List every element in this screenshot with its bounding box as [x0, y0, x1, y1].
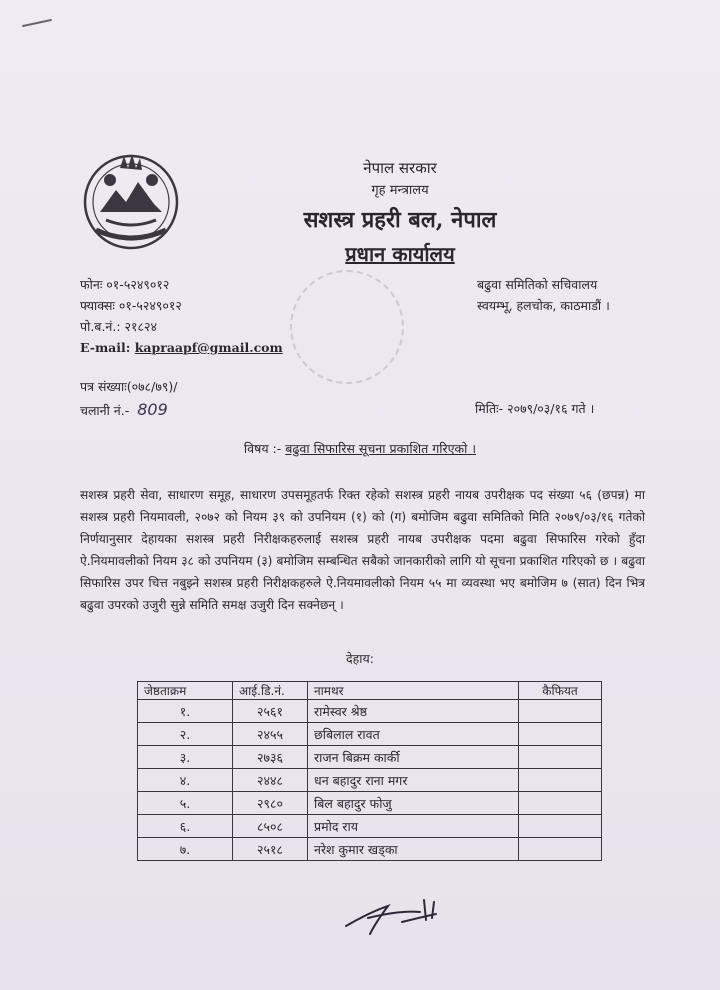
row-id: ८५०८: [233, 815, 308, 838]
table-row: [138, 769, 602, 792]
attached-label: देहाय:: [346, 651, 374, 666]
row-id: २५६१: [233, 700, 308, 723]
row-name: प्रमोद राय: [308, 815, 519, 838]
secretariat-address: स्वयम्भू, हलचोक, काठमाडौं ।: [477, 298, 610, 313]
pen-mark: [22, 19, 52, 27]
table-row: [138, 700, 602, 723]
email-label: E-mail:: [80, 340, 131, 355]
row-seniority: ७.: [138, 838, 233, 861]
office-name: प्रधान कार्यालय: [345, 242, 455, 266]
promotion-table: [137, 681, 602, 861]
row-remarks: [519, 815, 602, 838]
table-row: [138, 792, 602, 815]
table-header-row: [138, 682, 602, 700]
email-line: [80, 340, 283, 355]
header-name: नामथर: [308, 682, 519, 700]
row-seniority: २.: [138, 723, 233, 746]
row-remarks: [519, 769, 602, 792]
row-id: २५१८: [233, 838, 308, 861]
row-seniority: १.: [138, 700, 233, 723]
header-seniority: जेष्ठताक्रम: [138, 682, 233, 700]
table-row: [138, 815, 602, 838]
row-name: नरेश कुमार खड्का: [308, 838, 519, 861]
header-id: आई.डि.नं.: [233, 682, 308, 700]
ministry-name: गृह मन्त्रालय: [371, 183, 429, 198]
row-name: छबिलाल रावत: [308, 723, 519, 746]
subject-prefix: विषय :-: [243, 441, 282, 456]
table-row: [138, 746, 602, 769]
row-name: बिल बहादुर फोजु: [308, 792, 519, 815]
table-row: [138, 838, 602, 861]
row-seniority: ३.: [138, 746, 233, 769]
row-remarks: [519, 838, 602, 861]
subject-text: बढुवा सिफारिस सूचना प्रकाशित गरिएको ।: [285, 441, 477, 456]
row-name: रामेस्वर श्रेष्ठ: [308, 700, 519, 723]
row-remarks: [519, 746, 602, 769]
letter-date: मितिः- २०७९/०३/१६ गते ।: [475, 401, 595, 416]
header-remarks: कैफियत: [519, 682, 602, 700]
secretariat-name: बढुवा समितिको सचिवालय: [477, 277, 598, 292]
row-remarks: [519, 700, 602, 723]
letter-number: पत्र संख्याः(०७८/७९)/: [80, 379, 178, 394]
row-remarks: [519, 792, 602, 815]
faint-seal: [290, 270, 404, 384]
email-link[interactable]: kapraapf@gmail.com: [134, 340, 283, 355]
government-name: नेपाल सरकार: [363, 159, 437, 177]
subject-line: [0, 440, 720, 457]
row-id: २४४८: [233, 769, 308, 792]
row-id: २७३६: [233, 746, 308, 769]
table-row: [138, 723, 602, 746]
row-seniority: ५.: [138, 792, 233, 815]
row-name: राजन बिक्रम कार्की: [308, 746, 519, 769]
row-name: धन बहादुर राना मगर: [308, 769, 519, 792]
notice-body: सशस्त्र प्रहरी सेवा, साधारण समूह, साधारण उपसमूहतर्फ रिक्त रहेको सशस्त्र प्रहरी नायब उपरीक्षक पद संख्या ५६ (छपन्न) मा सशस्त्र प्रहरी नियमावली, २०७२ को नियम ३९ को उपनियम (१) को (ग) बमोजिम बढुवा समितिको मिति २०७९/०३/१६ गतेको निर्णयानुसार देहायका सशस्त्र प्रहरी निरीक्षकहरुलाई सशस्त्र प्रहरी नायब उपरीक्षक पदमा बढुवा सिफारिस गरेको हुँदा ऐ.नियमावलीको नियम ३८ को उपनियम (३) बमोजिम सम्बन्धित सबैको जानकारीको लागि यो सूचना प्रकाशित गरिएको छ । बढुवा सिफारिस उपर चित्त नबुझ्ने सशस्त्र प्रहरी निरीक्षकहरुले ऐ.नियमावलीको नियम ५५ मा व्यवस्था भए बमोजिम ७ (सात) दिन भित्र बढुवा उपरको उजुरी सुन्ने समिति समक्ष उजुरी दिन सक्नेछन् ।: [80, 488, 645, 612]
row-seniority: ६.: [138, 815, 233, 838]
fax-number: फ्याक्सः ०१-५२४९०१२: [80, 298, 182, 313]
dispatch-number-line: [80, 400, 168, 419]
po-box: पो.ब.नं.: २१८२४: [80, 319, 158, 334]
signature-icon: [340, 892, 450, 940]
row-id: २९८०: [233, 792, 308, 815]
organization-name: सशस्त्र प्रहरी बल, नेपाल: [303, 207, 497, 233]
row-remarks: [519, 723, 602, 746]
row-id: २४५५: [233, 723, 308, 746]
phone-number: फोनः ०१-५२४९०१२: [80, 277, 170, 292]
dispatch-label: चलानी नं.-: [80, 403, 130, 418]
dispatch-number: 809: [137, 400, 168, 419]
row-seniority: ४.: [138, 769, 233, 792]
